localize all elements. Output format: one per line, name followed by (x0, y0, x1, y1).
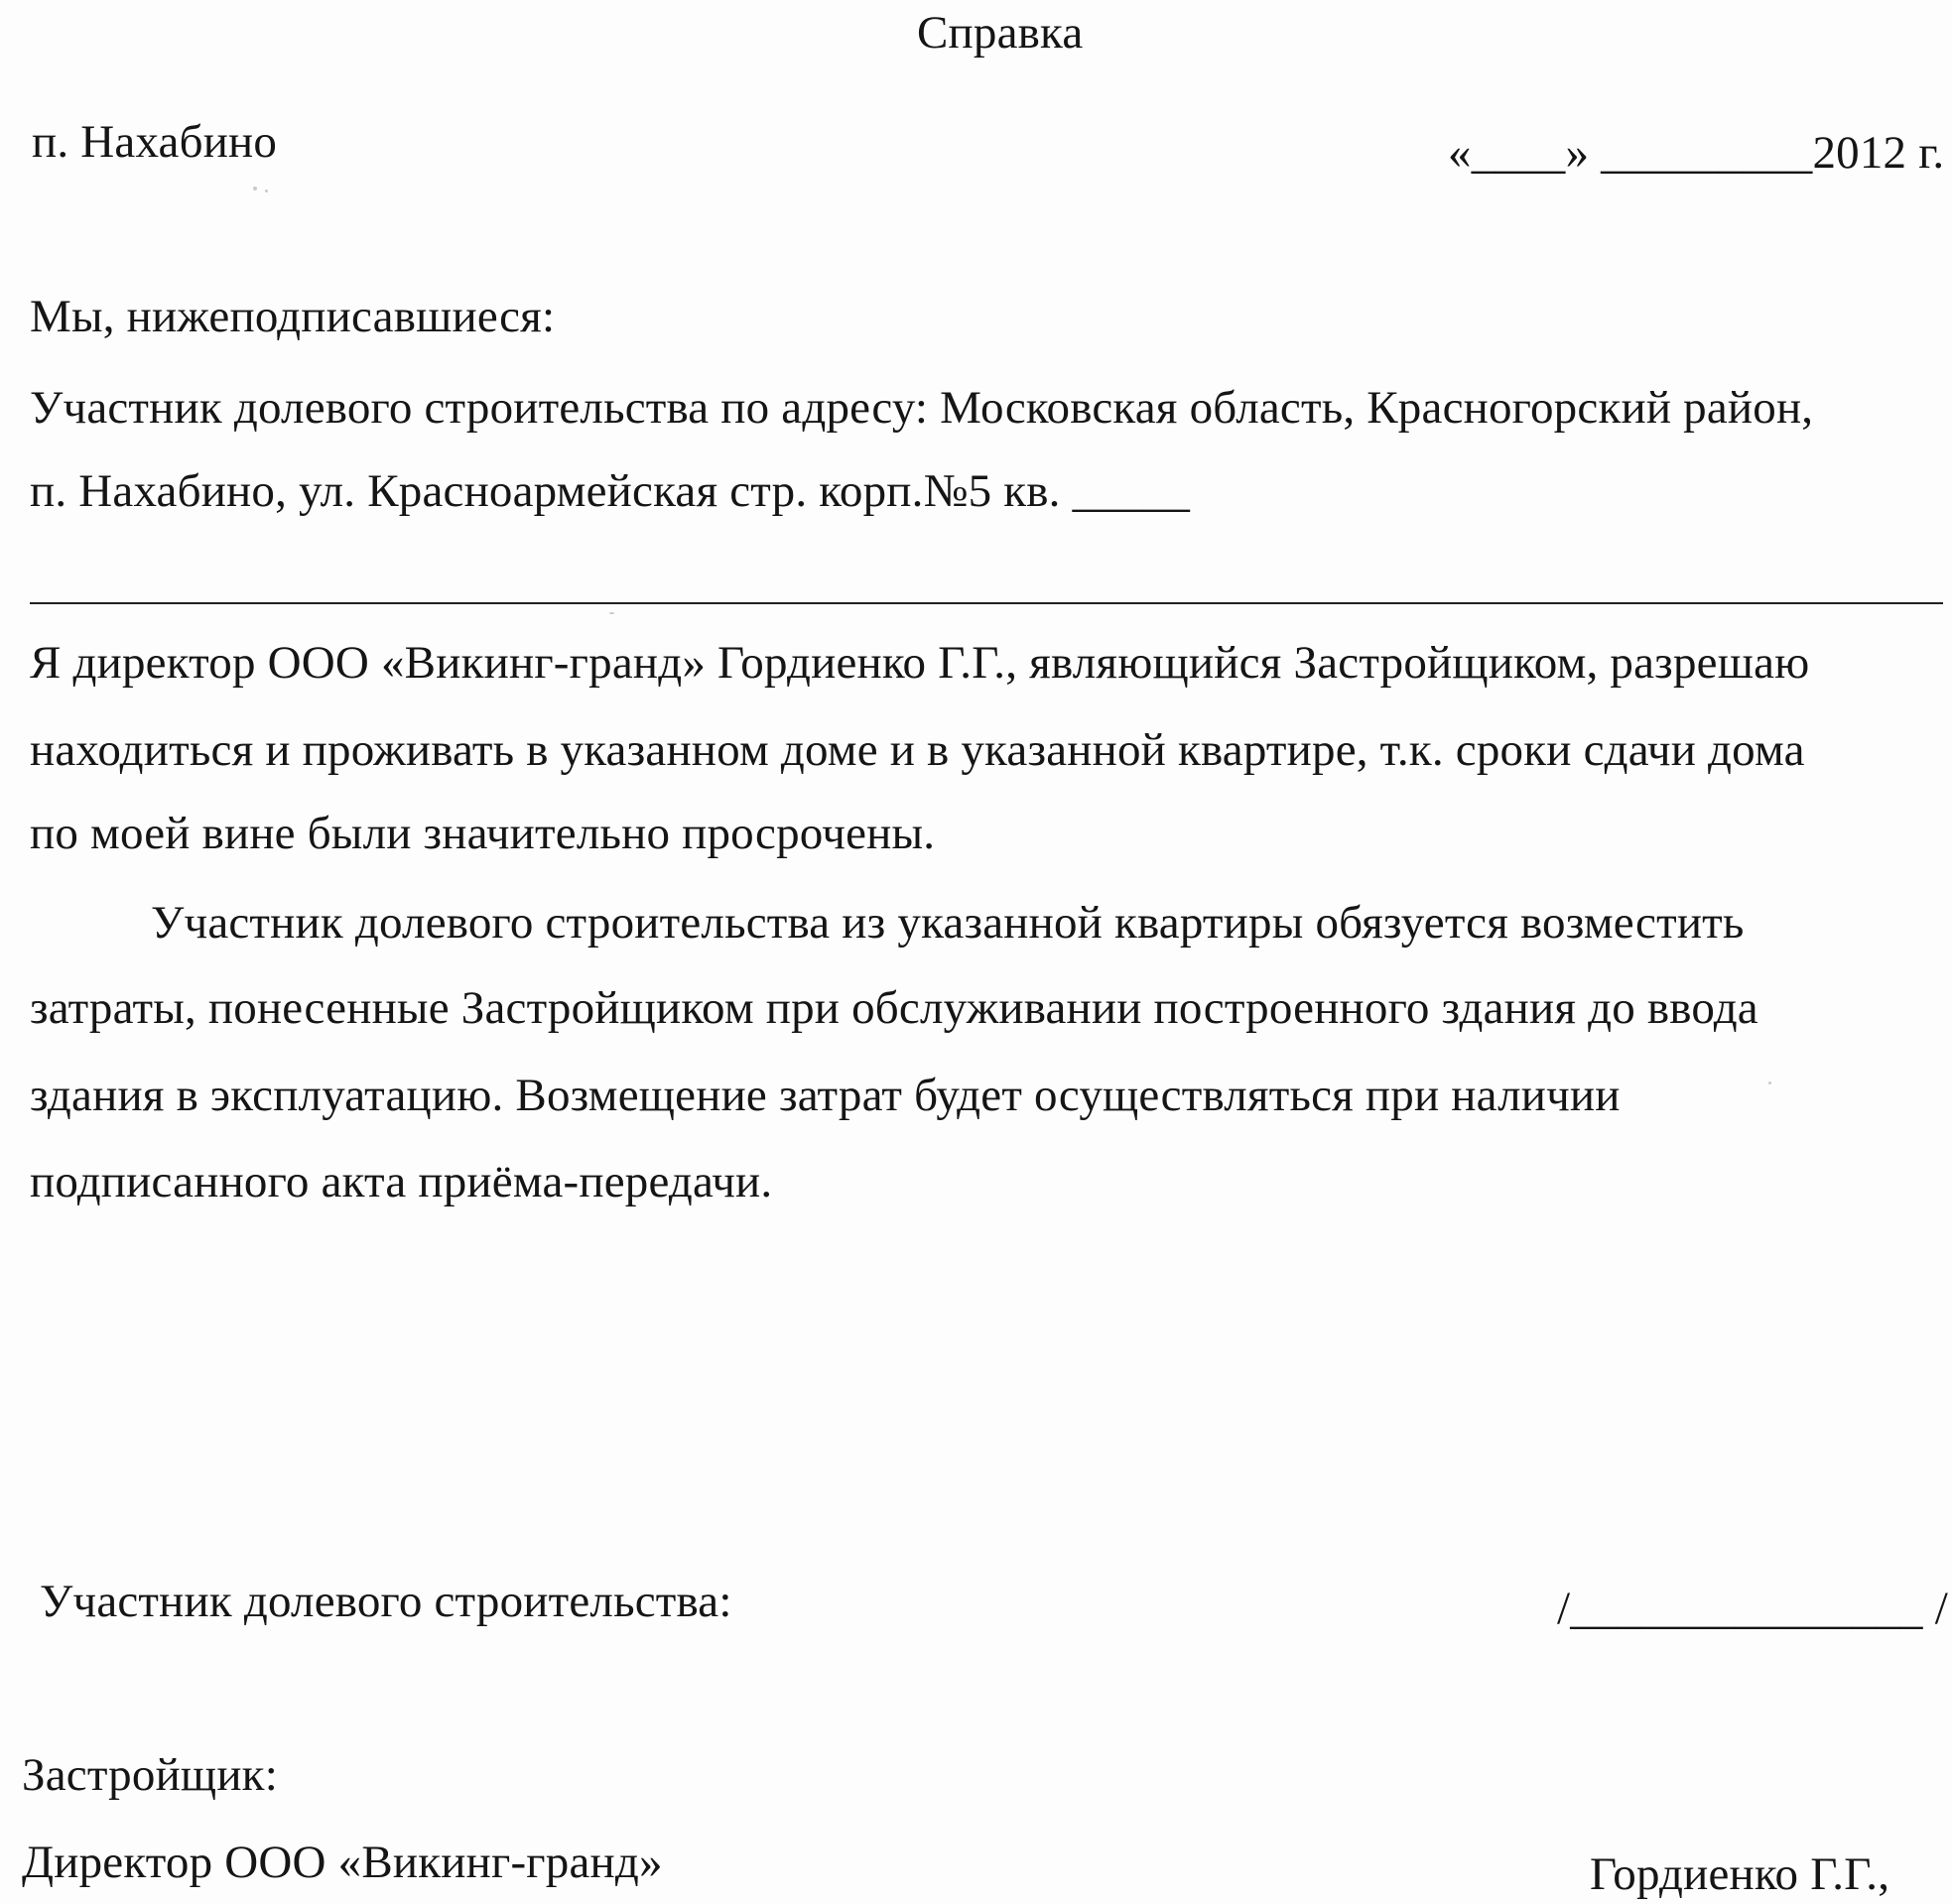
developer-name: Гордиенко Г.Г., (1590, 1848, 1890, 1900)
scan-speck (265, 190, 268, 192)
participant-line-1: Участник долевого строительства по адресу: Московская область, Красногорский район, (30, 382, 1814, 434)
place-name: п. Нахабино (32, 116, 278, 168)
date-line: «____» _________2012 г. (1448, 127, 1945, 179)
paragraph-1-line-1: Я директор ООО «Викинг-гранд» Гордиенко Г.Г., являющийся Застройщиком, разрешаю (30, 637, 1810, 689)
participant-line-2: п. Нахабино, ул. Красноармейская стр. корп.№5 кв. _____ (30, 465, 1191, 517)
scan-speck (1768, 1081, 1771, 1084)
intro-line: Мы, нижеподписавшиеся: (30, 291, 556, 342)
scan-speck (253, 187, 257, 190)
paragraph-2-line-4: подписанного акта приёма-передачи. (30, 1156, 773, 1207)
developer-position: Директор ООО «Викинг-гранд» (22, 1837, 663, 1888)
document-title: Справка (917, 7, 1084, 59)
paragraph-1-line-2: находиться и проживать в указанном доме и в указанной квартире, т.к. сроки сдачи дома (30, 724, 1805, 776)
participant-signature-label: Участник долевого строительства: (40, 1576, 732, 1627)
paragraph-2-line-2: затраты, понесенные Застройщиком при обслуживании построенного здания до ввода (30, 982, 1758, 1034)
scan-speck (609, 612, 614, 614)
participant-signature-line: /_______________ / (1557, 1583, 1948, 1634)
paragraph-1-line-3: по моей вине были значительно просрочены. (30, 808, 936, 859)
horizontal-rule (30, 602, 1943, 604)
developer-label: Застройщик: (22, 1749, 278, 1801)
paragraph-2-line-1: Участник долевого строительства из указанной квартиры обязуется возместить (151, 897, 1745, 949)
paragraph-2-line-3: здания в эксплуатацию. Возмещение затрат будет осуществляться при наличии (30, 1070, 1621, 1121)
